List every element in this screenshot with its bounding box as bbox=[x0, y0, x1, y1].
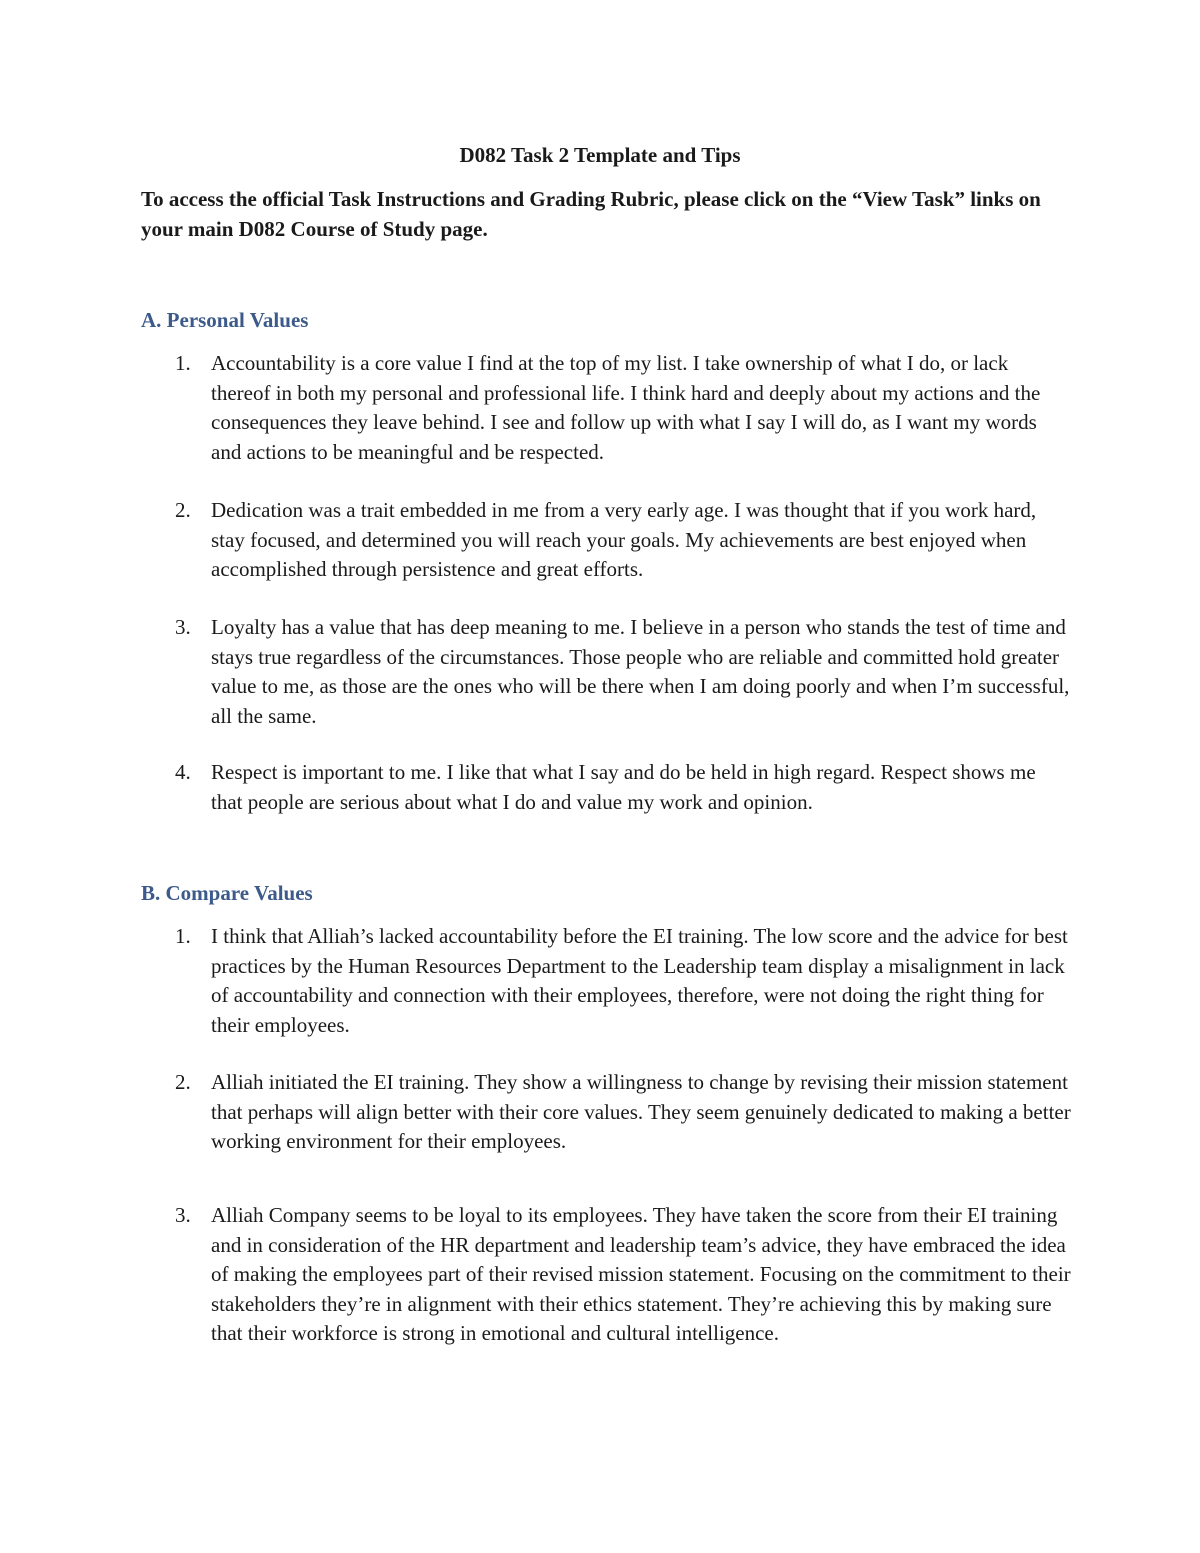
list-number: 1. bbox=[175, 351, 191, 375]
intro-instructions: To access the official Task Instructions and Grading Rubric, please click on the “View Task” links on your main D082 Course of Study page. bbox=[141, 187, 1041, 241]
document-title: D082 Task 2 Template and Tips bbox=[459, 143, 741, 167]
list-item bbox=[141, 613, 1071, 731]
list-number: 2. bbox=[175, 498, 191, 522]
list-number: 2. bbox=[175, 1070, 191, 1094]
section-heading-personal-values: A. Personal Values bbox=[141, 308, 309, 332]
list-number: 3. bbox=[175, 1203, 191, 1227]
list-item bbox=[141, 1201, 1071, 1349]
section-heading-compare-values: B. Compare Values bbox=[141, 881, 313, 905]
list-text: Alliah Company seems to be loyal to its employees. They have taken the score from their EI training and in consideration of the HR department and leadership team’s advice, they have embraced the idea of making the employees part of their revised mission statement. Focusing on the commitment to their stakeholders they’re in alignment with their ethics statement. They’re achieving this by making sure that their workforce is strong in emotional and cultural intelligence. bbox=[211, 1203, 1071, 1345]
list-item bbox=[141, 349, 1071, 467]
list-number: 3. bbox=[175, 615, 191, 639]
list-item bbox=[141, 496, 1071, 585]
list-item bbox=[141, 922, 1071, 1040]
list-item bbox=[141, 1068, 1071, 1157]
list-item bbox=[141, 758, 1071, 817]
list-text: Alliah initiated the EI training. They show a willingness to change by revising their mission statement that perhaps will align better with their core values. They seem genuinely dedicated to making a better working environment for their employees. bbox=[211, 1070, 1071, 1153]
list-text: Respect is important to me. I like that what I say and do be held in high regard. Respect shows me that people are serious about what I do and value my work and opinion. bbox=[211, 760, 1036, 814]
list-number: 1. bbox=[175, 924, 191, 948]
list-text: Dedication was a trait embedded in me from a very early age. I was thought that if you work hard, stay focused, and determined you will reach your goals. My achievements are best enjoyed when accomplished through persistence and great efforts. bbox=[211, 498, 1037, 581]
list-number: 4. bbox=[175, 760, 191, 784]
list-text: Loyalty has a value that has deep meaning to me. I believe in a person who stands the test of time and stays true regardless of the circumstances. Those people who are reliable and committed hold greater value to me, as those are the ones who will be there when I am doing poorly and when I’m successful, all the same. bbox=[211, 615, 1070, 728]
list-text: Accountability is a core value I find at the top of my list. I take ownership of what I do, or lack thereof in both my personal and professional life. I think hard and deeply about my actions and the consequences they leave behind. I see and follow up with what I say I will do, as I want my words and actions to be meaningful and be respected. bbox=[211, 351, 1041, 464]
list-text: I think that Alliah’s lacked accountability before the EI training. The low score and the advice for best practices by the Human Resources Department to the Leadership team display a misalignment in lack of accountability and connection with their employees, therefore, were not doing the right thing for their employees. bbox=[211, 924, 1068, 1037]
